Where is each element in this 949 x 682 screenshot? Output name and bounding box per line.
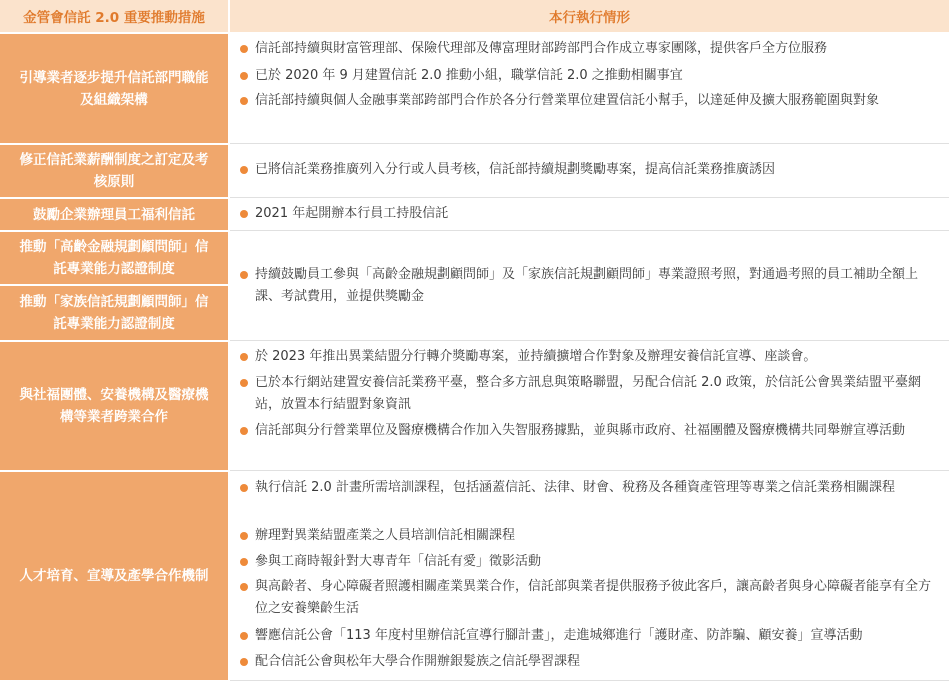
- list-item: 信託部持續與個人金融事業部跨部門合作於各分行營業單位建置信託小幫手，以達延伸及擴大服務範圍與對象: [230, 90, 942, 134]
- bullet-icon: [240, 166, 248, 174]
- measure-cell-3: 鼓勵企業辦理員工福利信託: [0, 199, 228, 230]
- bullet-icon: [240, 97, 248, 105]
- list-item: 與高齡者、身心障礙者照護相關產業異業合作，信託部與業者提供服務予彼此客戶，讓高齡者與身心障礙者能享有全方位之安養樂齡生活: [230, 576, 942, 620]
- header-measures: 金管會信託 2.0 重要推動措施: [0, 0, 228, 32]
- bullet-icon: [240, 532, 248, 540]
- bullet-icon: [240, 427, 248, 435]
- row-divider: [230, 340, 949, 341]
- bullet-icon: [240, 353, 248, 361]
- measure-cell-1: 引導業者逐步提升信託部門職能及組織架構: [0, 34, 228, 143]
- bullet-icon: [240, 632, 248, 640]
- measure-cell-2: 修正信託業薪酬制度之訂定及考核原則: [0, 145, 228, 197]
- list-item: 參與工商時報針對大專青年「信託有愛」徵影活動: [230, 551, 942, 573]
- list-item: 信託部與分行營業單位及醫療機構合作加入失智服務據點，並與縣市政府、社福團體及醫療機構共同舉辦宣導活動: [230, 420, 942, 464]
- bullet-icon: [240, 379, 248, 387]
- list-item: 已於 2020 年 9 月建置信託 2.0 推動小組，職掌信託 2.0 之推動相關事宜: [230, 65, 942, 87]
- measure-cell-5: 與社福團體、安養機構及醫療機構等業者跨業合作: [0, 342, 228, 470]
- list-item: 已於本行網站建置安養信託業務平臺，整合多方訊息與策略聯盟，另配合信託 2.0 政策，於信託公會異業結盟平臺網站，放置本行結盟對象資訊: [230, 372, 942, 416]
- list-item: 執行信託 2.0 計畫所需培訓課程，包括涵蓋信託、法律、財會、稅務及各種資產管理等專業之信託業務相關課程: [230, 477, 942, 521]
- row-divider: [230, 470, 949, 471]
- row-divider: [230, 197, 949, 198]
- list-item: 辦理對異業結盟產業之人員培訓信託相關課程: [230, 525, 942, 547]
- list-item: 信託部持續與財富管理部、保險代理部及傳富理財部跨部門合作成立專家團隊，提供客戶全方位服務: [230, 38, 942, 60]
- bullet-icon: [240, 271, 248, 279]
- bullet-icon: [240, 583, 248, 591]
- bullet-icon: [240, 45, 248, 53]
- row-divider: [230, 230, 949, 231]
- bullet-icon: [240, 210, 248, 218]
- list-item: 響應信託公會「113 年度村里辦信託宣導行腳計畫」，走進城鄉進行「護財產、防詐騙、顧安養」宣導活動: [230, 625, 942, 647]
- list-item: 於 2023 年推出異業結盟分行轉介獎勵專案，並持續擴增合作對象及辦理安養信託宣導、座談會。: [230, 346, 942, 368]
- bullet-icon: [240, 72, 248, 80]
- measure-cell-4b: 推動「家族信託規劃顧問師」信託專業能力認證制度: [0, 286, 228, 340]
- measure-cell-4a: 推動「高齡金融規劃顧問師」信託專業能力認證制度: [0, 232, 228, 284]
- list-item: 配合信託公會與松年大學合作開辦銀髮族之信託學習課程: [230, 651, 942, 673]
- list-item: 持續鼓勵員工參與「高齡金融規劃顧問師」及「家族信託規劃顧問師」專業證照考照，對通過考照的員工補助全額上課、考試費用，並提供獎勵金: [230, 264, 942, 308]
- list-item: 已將信託業務推廣列入分行或人員考核，信託部持續規劃獎勵專案，提高信託業務推廣誘因: [230, 159, 942, 181]
- list-item: 2021 年起開辦本行員工持股信託: [230, 203, 942, 225]
- header-execution: 本行執行情形: [230, 0, 949, 32]
- bullet-icon: [240, 658, 248, 666]
- bullet-icon: [240, 558, 248, 566]
- bullet-icon: [240, 484, 248, 492]
- measure-cell-6: 人才培育、宣導及產學合作機制: [0, 472, 228, 680]
- row-divider: [230, 143, 949, 144]
- row-divider: [230, 680, 949, 681]
